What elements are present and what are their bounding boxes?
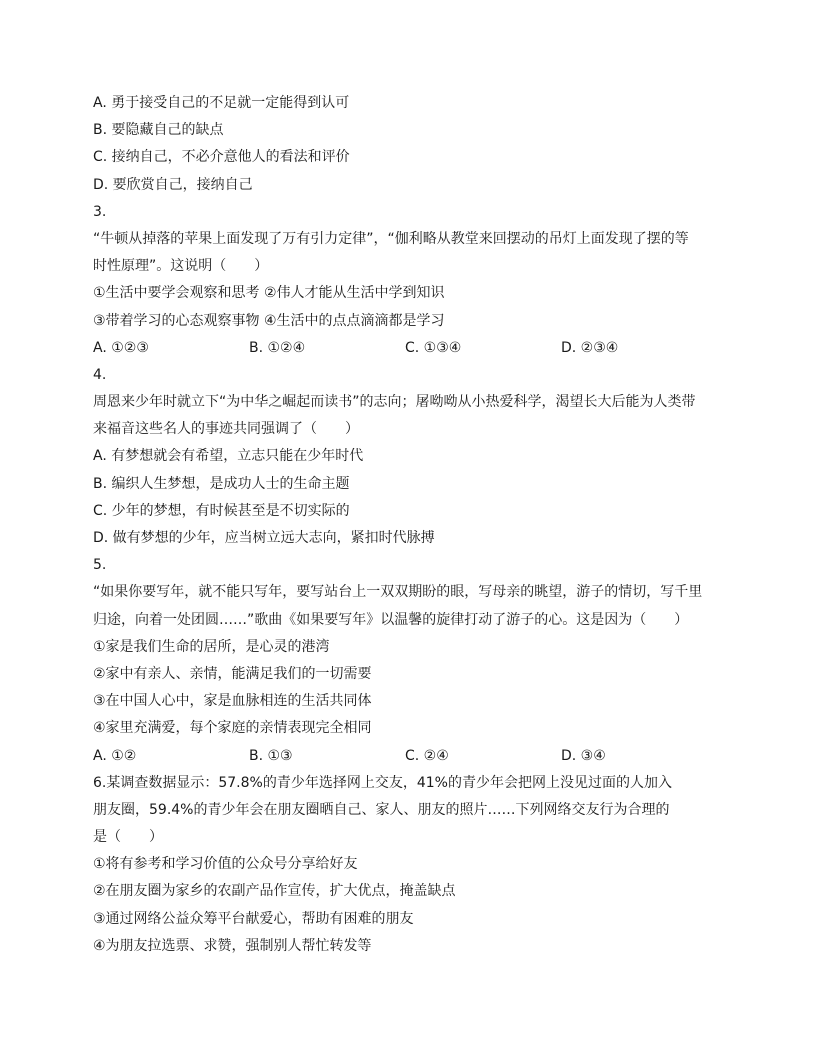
question-5 (93, 552, 733, 770)
q3-stem-line-2: 时性原理”。这说明（ ） (93, 258, 269, 275)
q2-option-d: D. 要欣赏自己，接纳自己 (93, 176, 253, 193)
q5-statement-2: ②家中有亲人、亲情，能满足我们的一切需要 (93, 665, 372, 682)
q5-option-d: D. ③④ (561, 747, 606, 764)
exam-page (93, 90, 733, 960)
q4-stem-line-1: 周恩来少年时就立下“为中华之崛起而读书”的志向；屠呦呦从小热爱科学，渴望长大后能为人类带 (93, 394, 696, 411)
q6-statement-4: ④为朋友拉选票、求赞，强制别人帮忙转发等 (93, 937, 372, 954)
question-2-options (93, 90, 733, 199)
q3-option-d: D. ②③④ (561, 339, 619, 356)
q3-statement-line-1: ①生活中要学会观察和思考 ②伟人才能从生活中学到知识 (93, 285, 445, 302)
question-6 (93, 770, 733, 960)
question-4 (93, 362, 733, 552)
q6-statement-2: ②在朋友圈为家乡的农副产品作宣传，扩大优点，掩盖缺点 (93, 883, 456, 900)
q3-number: 3. (93, 203, 107, 220)
q5-statement-1: ①家是我们生命的居所，是心灵的港湾 (93, 638, 330, 655)
q6-stem-line-3: 是（ ） (93, 829, 163, 846)
q2-option-b: B. 要隐藏自己的缺点 (93, 122, 224, 139)
q4-stem-line-2: 来福音这些名人的事迹共同强调了（ ） (93, 421, 359, 438)
q2-option-a: A. 勇于接受自己的不足就一定能得到认可 (93, 95, 350, 111)
q5-stem-line-2: 归途，向着一处团圆……”歌曲《如果要写年》以温馨的旋律打动了游子的心。这是因为（ ） (93, 611, 689, 628)
q4-option-d: D. 做有梦想的少年，应当树立远大志向，紧扣时代脉搏 (93, 530, 435, 546)
q4-number: 4. (93, 366, 107, 383)
q4-option-a: A. 有梦想就会有希望，立志只能在少年时代 (93, 448, 364, 465)
q6-stem-line-2: 朋友圈，59.4%的青少年会在朋友圈晒自己、家人、朋友的照片……下列网络交友行为合理的 (93, 801, 670, 818)
question-3 (93, 199, 733, 362)
q3-option-a: A. ①②③ (93, 339, 149, 356)
q5-stem-line-1: “如果你要写年，就不能只写年，要写站台上一双双期盼的眼，写母亲的眺望，游子的情切，写千里 (93, 584, 703, 601)
q5-option-b: B. ①③ (249, 747, 293, 764)
q5-option-c: C. ②④ (405, 747, 449, 764)
q5-options (93, 743, 733, 770)
q5-number: 5. (93, 557, 107, 574)
q3-statement-line-2: ③带着学习的心态观察事物 ④生活中的点点滴滴都是学习 (93, 312, 445, 329)
q3-stem-line-1: “牛顿从掉落的苹果上面发现了万有引力定律”，“伽利略从教堂来回摆动的吊灯上面发现了摆的等 (93, 230, 689, 247)
q5-statement-3: ③在中国人心中，家是血脉相连的生活共同体 (93, 693, 372, 710)
q6-statement-3: ③通过网络公益众筹平台献爱心，帮助有困难的朋友 (93, 910, 414, 927)
q6-stem-line-1: 6.某调查数据显示：57.8%的青少年选择网上交友，41%的青少年会把网上没见过面的人加入 (93, 774, 672, 791)
q4-option-b: B. 编织人生梦想，是成功人士的生命主题 (93, 475, 350, 492)
q3-options (93, 335, 733, 362)
q5-option-a: A. ①② (93, 747, 137, 764)
q3-option-b: B. ①②④ (249, 339, 306, 356)
q2-option-c: C. 接纳自己，不必介意他人的看法和评价 (93, 149, 350, 166)
q3-option-c: C. ①③④ (405, 339, 462, 356)
q4-option-c: C. 少年的梦想，有时候甚至是不切实际的 (93, 502, 350, 519)
q5-statement-4: ④家里充满爱，每个家庭的亲情表现完全相同 (93, 720, 372, 737)
q6-statement-1: ①将有参考和学习价值的公众号分享给好友 (93, 856, 358, 873)
